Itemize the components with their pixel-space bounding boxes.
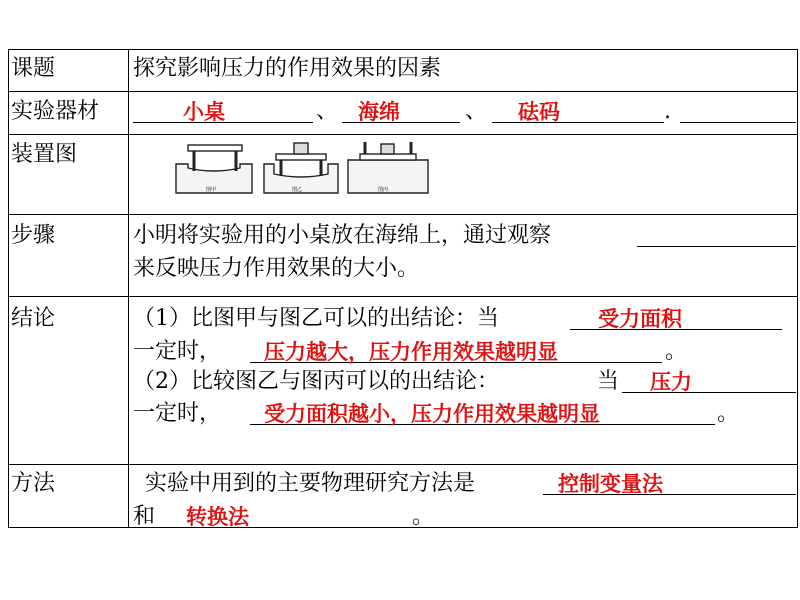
conclusion-1-prefix: （1）比图甲与图乙可以的出结论：当 bbox=[133, 306, 499, 331]
figure-caption: 图丙 bbox=[378, 187, 389, 193]
experiment-table bbox=[8, 49, 798, 528]
equipment-item-sponge: 海绵 bbox=[358, 100, 400, 124]
conclusion-1-line2-prefix: 一定时， bbox=[133, 339, 222, 364]
period: 。 bbox=[412, 504, 435, 529]
apparatus-label: 装置图 bbox=[11, 142, 78, 167]
apparatus-diagram bbox=[170, 140, 442, 196]
period: 。 bbox=[665, 339, 688, 364]
conclusion-2-line2-prefix: 一定时， bbox=[133, 401, 222, 426]
conclusion-1-answer: 压力越大，压力作用效果越明显 bbox=[264, 340, 558, 364]
weight bbox=[294, 143, 308, 154]
conclusion-2-blank: 压力 bbox=[650, 370, 692, 394]
blank-underline bbox=[622, 392, 796, 393]
blank-underline bbox=[637, 246, 796, 247]
steps-label: 步骤 bbox=[11, 223, 56, 248]
topic-content: 探究影响压力的作用效果的因素 bbox=[133, 56, 442, 81]
figure-b bbox=[264, 143, 338, 193]
figure-a bbox=[176, 145, 252, 193]
figure-caption: 图甲 bbox=[206, 187, 217, 193]
conclusion-label: 结论 bbox=[11, 306, 56, 331]
separator: 、 bbox=[316, 99, 339, 124]
conclusion-2-answer: 受力面积越小，压力作用效果越明显 bbox=[264, 402, 600, 426]
method-prefix: 实验中用到的主要物理研究方法是 bbox=[145, 471, 476, 496]
table-top-inverted bbox=[360, 154, 416, 160]
method-label: 方法 bbox=[11, 471, 56, 496]
column-divider bbox=[128, 50, 129, 527]
topic-label: 课题 bbox=[11, 56, 56, 81]
figure-caption: 图乙 bbox=[292, 187, 303, 193]
table-top bbox=[188, 145, 242, 151]
table-top bbox=[276, 154, 326, 160]
blank-underline bbox=[680, 122, 796, 123]
method-answer-1: 控制变量法 bbox=[558, 472, 663, 496]
conclusion-2-when: 当 bbox=[597, 369, 620, 394]
method-answer-2: 转换法 bbox=[186, 505, 249, 529]
steps-line-2: 来反映压力作用效果的大小。 bbox=[133, 256, 420, 281]
steps-line-1: 小明将实验用的小桌放在海绵上，通过观察 bbox=[133, 223, 552, 248]
separator: 、 bbox=[465, 99, 488, 124]
period: 。 bbox=[717, 401, 740, 426]
equipment-label: 实验器材 bbox=[11, 99, 100, 124]
weight bbox=[381, 144, 394, 154]
equipment-item-small-table: 小桌 bbox=[183, 100, 225, 124]
period: . bbox=[664, 99, 671, 124]
conclusion-1-blank: 受力面积 bbox=[598, 307, 682, 331]
figure-c bbox=[348, 142, 428, 193]
method-and: 和 bbox=[133, 504, 156, 529]
conclusion-2-prefix: （2）比较图乙与图丙可以的出结论： bbox=[133, 369, 499, 394]
equipment-item-weights: 砝码 bbox=[518, 100, 560, 124]
